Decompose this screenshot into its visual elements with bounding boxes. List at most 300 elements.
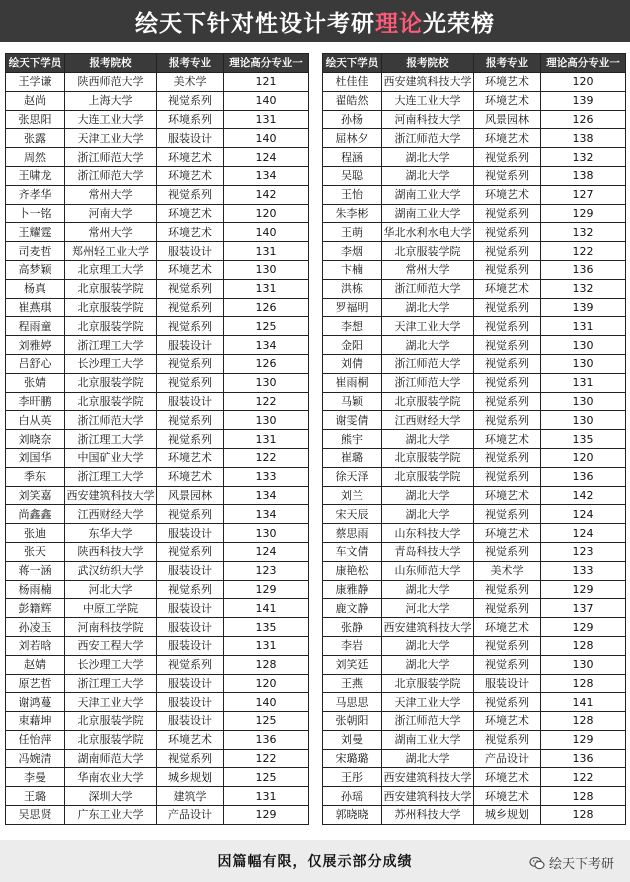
table-row: [6, 73, 309, 92]
table-row: [6, 279, 309, 298]
table-row: [6, 166, 309, 185]
table-row: [6, 411, 309, 430]
table-row: [323, 298, 626, 317]
school-cell: 西安建筑科技大学: [382, 73, 474, 92]
major-cell: 视觉系列: [474, 148, 541, 167]
table-row: [6, 674, 309, 693]
score-cell: 123: [541, 542, 626, 561]
score-cell: 140: [224, 223, 309, 242]
student-name-cell: 刘曼: [323, 730, 382, 749]
student-name-cell: 王学谦: [6, 73, 65, 92]
score-cell: 136: [541, 749, 626, 768]
score-cell: 120: [224, 674, 309, 693]
table-row: [6, 448, 309, 467]
student-name-cell: 任怡萍: [6, 730, 65, 749]
school-cell: 北京服装学院: [65, 730, 157, 749]
student-name-cell: 罗福明: [323, 298, 382, 317]
table-row: [323, 448, 626, 467]
table-row: [6, 392, 309, 411]
major-cell: 环境艺术: [157, 204, 224, 223]
student-name-cell: 张静: [323, 618, 382, 637]
school-cell: 中原工学院: [65, 599, 157, 618]
school-cell: 浙江理工大学: [65, 430, 157, 449]
school-cell: 郑州轻工业大学: [65, 242, 157, 261]
table-row: [323, 260, 626, 279]
major-cell: 服装设计: [157, 392, 224, 411]
student-name-cell: 卜一铭: [6, 204, 65, 223]
table-row: [6, 693, 309, 712]
table-header-row: [6, 54, 309, 73]
school-cell: 北京服装学院: [382, 674, 474, 693]
school-cell: 大连工业大学: [382, 91, 474, 110]
student-name-cell: 李岩: [323, 636, 382, 655]
school-cell: 天津工业大学: [382, 317, 474, 336]
col-header-student: 绘天下学员: [323, 54, 382, 73]
table-row: [6, 561, 309, 580]
major-cell: 服装设计: [157, 693, 224, 712]
table-row: [323, 354, 626, 373]
student-name-cell: 王耀霆: [6, 223, 65, 242]
score-cell: 128: [541, 806, 626, 825]
student-name-cell: 吕舒心: [6, 354, 65, 373]
student-name-cell: 季东: [6, 467, 65, 486]
school-cell: 东华大学: [65, 524, 157, 543]
major-cell: 风景园林: [157, 486, 224, 505]
score-cell: 124: [541, 505, 626, 524]
table-row: [6, 298, 309, 317]
score-cell: 120: [541, 73, 626, 92]
table-row: [6, 618, 309, 637]
score-cell: 142: [224, 185, 309, 204]
table-row: [6, 354, 309, 373]
major-cell: 视觉系列: [474, 373, 541, 392]
table-row: [6, 580, 309, 599]
score-cell: 124: [224, 148, 309, 167]
table-row: [6, 336, 309, 355]
school-cell: 北京服装学院: [382, 242, 474, 261]
table-row: [6, 110, 309, 129]
student-name-cell: 康艳松: [323, 561, 382, 580]
score-cell: 134: [224, 486, 309, 505]
major-cell: 视觉系列: [474, 599, 541, 618]
school-cell: 北京服装学院: [65, 392, 157, 411]
score-cell: 128: [541, 712, 626, 731]
school-cell: 湖北大学: [382, 148, 474, 167]
score-cell: 141: [541, 693, 626, 712]
major-cell: 产品设计: [474, 749, 541, 768]
score-cell: 122: [224, 749, 309, 768]
school-cell: 长沙理工大学: [65, 655, 157, 674]
major-cell: 视觉系列: [474, 260, 541, 279]
table-row: [323, 636, 626, 655]
student-name-cell: 洪栋: [323, 279, 382, 298]
student-name-cell: 齐孝华: [6, 185, 65, 204]
school-cell: 湖北大学: [382, 166, 474, 185]
school-cell: 湖南工业大学: [382, 204, 474, 223]
student-name-cell: 孙瑶: [323, 787, 382, 806]
watermark: [529, 853, 614, 872]
major-cell: 环境系列: [157, 110, 224, 129]
right-results-table: [322, 53, 626, 825]
student-name-cell: 宋璐璐: [323, 749, 382, 768]
student-name-cell: 高梦颖: [6, 260, 65, 279]
score-cell: 125: [224, 317, 309, 336]
student-name-cell: 束藉坤: [6, 712, 65, 731]
school-cell: 湖北大学: [382, 336, 474, 355]
page-header: [0, 0, 630, 42]
school-cell: 河北大学: [382, 599, 474, 618]
table-row: [6, 486, 309, 505]
title-prefix: 绘天下针对性设计考研: [135, 10, 375, 37]
school-cell: 北京服装学院: [382, 392, 474, 411]
student-name-cell: 王萌: [323, 223, 382, 242]
col-header-student: 绘天下学员: [6, 54, 65, 73]
table-row: [323, 486, 626, 505]
student-name-cell: 张天: [6, 542, 65, 561]
major-cell: 服装设计: [157, 599, 224, 618]
major-cell: 环境艺术: [157, 223, 224, 242]
major-cell: 视觉系列: [157, 354, 224, 373]
school-cell: 北京服装学院: [65, 298, 157, 317]
table-row: [323, 730, 626, 749]
table-row: [323, 618, 626, 637]
table-row: [323, 148, 626, 167]
major-cell: 视觉系列: [474, 636, 541, 655]
major-cell: 视觉系列: [474, 730, 541, 749]
student-name-cell: 孙凌玉: [6, 618, 65, 637]
student-name-cell: 吴思贤: [6, 806, 65, 825]
score-cell: 129: [541, 580, 626, 599]
table-row: [323, 91, 626, 110]
student-name-cell: 徐天泽: [323, 467, 382, 486]
school-cell: 天津工业大学: [65, 693, 157, 712]
score-cell: 142: [541, 486, 626, 505]
table-row: [323, 317, 626, 336]
table-row: [323, 185, 626, 204]
table-row: [6, 185, 309, 204]
student-name-cell: 司麦哲: [6, 242, 65, 261]
major-cell: 服装设计: [157, 618, 224, 637]
score-cell: 134: [224, 336, 309, 355]
student-name-cell: 蔡思雨: [323, 524, 382, 543]
table-row: [323, 166, 626, 185]
score-cell: 132: [541, 148, 626, 167]
school-cell: 山东科技大学: [382, 524, 474, 543]
score-cell: 130: [224, 524, 309, 543]
student-name-cell: 张迪: [6, 524, 65, 543]
score-cell: 128: [541, 636, 626, 655]
table-row: [323, 73, 626, 92]
school-cell: 湖北大学: [382, 580, 474, 599]
school-cell: 深圳大学: [65, 787, 157, 806]
table-row: [323, 279, 626, 298]
school-cell: 河南科技大学: [382, 110, 474, 129]
left-table-body: [6, 73, 309, 825]
major-cell: 视觉系列: [157, 185, 224, 204]
major-cell: 视觉系列: [474, 336, 541, 355]
major-cell: 环境艺术: [157, 448, 224, 467]
school-cell: 西安工程大学: [65, 636, 157, 655]
school-cell: 长沙理工大学: [65, 354, 157, 373]
school-cell: 湖北大学: [382, 298, 474, 317]
col-header-major: 报考专业: [474, 54, 541, 73]
score-cell: 127: [541, 185, 626, 204]
score-cell: 136: [541, 467, 626, 486]
student-name-cell: 康雅静: [323, 580, 382, 599]
table-row: [6, 524, 309, 543]
major-cell: 环境艺术: [157, 260, 224, 279]
major-cell: 环境艺术: [474, 279, 541, 298]
student-name-cell: 马颖: [323, 392, 382, 411]
school-cell: 天津工业大学: [65, 129, 157, 148]
student-name-cell: 车文倩: [323, 542, 382, 561]
school-cell: 江西财经大学: [65, 505, 157, 524]
score-cell: 136: [224, 730, 309, 749]
student-name-cell: 金阳: [323, 336, 382, 355]
major-cell: 环境艺术: [474, 618, 541, 637]
table-row: [323, 768, 626, 787]
table-row: [6, 467, 309, 486]
school-cell: 北京服装学院: [382, 467, 474, 486]
major-cell: 服装设计: [157, 674, 224, 693]
major-cell: 服装设计: [474, 674, 541, 693]
school-cell: 山东师范大学: [382, 561, 474, 580]
score-cell: 131: [224, 636, 309, 655]
school-cell: 湖北大学: [382, 655, 474, 674]
score-cell: 120: [224, 204, 309, 223]
score-cell: 139: [541, 91, 626, 110]
score-cell: 130: [224, 260, 309, 279]
major-cell: 视觉系列: [157, 317, 224, 336]
major-cell: 城乡规划: [474, 806, 541, 825]
major-cell: 环境艺术: [474, 712, 541, 731]
student-name-cell: 杨真: [6, 279, 65, 298]
student-name-cell: 吴聪: [323, 166, 382, 185]
major-cell: 视觉系列: [474, 655, 541, 674]
student-name-cell: 宋天辰: [323, 505, 382, 524]
student-name-cell: 程雨童: [6, 317, 65, 336]
major-cell: 环境艺术: [157, 730, 224, 749]
major-cell: 服装设计: [157, 242, 224, 261]
page-title: [135, 5, 495, 38]
score-cell: 122: [541, 242, 626, 261]
score-cell: 140: [224, 129, 309, 148]
major-cell: 风景园林: [474, 110, 541, 129]
right-table-body: [323, 73, 626, 825]
major-cell: 服装设计: [157, 129, 224, 148]
student-name-cell: 王燕: [323, 674, 382, 693]
school-cell: 陕西师范大学: [65, 73, 157, 92]
school-cell: 西安建筑科技大学: [382, 787, 474, 806]
score-cell: 128: [224, 655, 309, 674]
table-row: [6, 430, 309, 449]
student-name-cell: 谢鸿蔓: [6, 693, 65, 712]
wechat-icon: [529, 855, 545, 871]
student-name-cell: 张思阳: [6, 110, 65, 129]
major-cell: 视觉系列: [157, 373, 224, 392]
student-name-cell: 赵婧: [6, 655, 65, 674]
score-cell: 130: [541, 354, 626, 373]
school-cell: 浙江师范大学: [65, 166, 157, 185]
major-cell: 视觉系列: [474, 392, 541, 411]
major-cell: 环境艺术: [474, 185, 541, 204]
col-header-school: 报考院校: [382, 54, 474, 73]
student-name-cell: 张婧: [6, 373, 65, 392]
table-row: [323, 524, 626, 543]
school-cell: 浙江理工大学: [65, 467, 157, 486]
table-row: [6, 787, 309, 806]
col-header-school: 报考院校: [65, 54, 157, 73]
results-tables: [5, 53, 625, 833]
major-cell: 视觉系列: [474, 505, 541, 524]
school-cell: 青岛科技大学: [382, 542, 474, 561]
major-cell: 环境艺术: [474, 129, 541, 148]
score-cell: 139: [541, 298, 626, 317]
table-row: [6, 806, 309, 825]
table-row: [6, 373, 309, 392]
school-cell: 湖南工业大学: [382, 730, 474, 749]
school-cell: 湖北大学: [382, 505, 474, 524]
table-row: [323, 204, 626, 223]
school-cell: 北京服装学院: [65, 317, 157, 336]
score-cell: 129: [224, 806, 309, 825]
school-cell: 西安建筑科技大学: [382, 618, 474, 637]
major-cell: 视觉系列: [474, 580, 541, 599]
student-name-cell: 白从英: [6, 411, 65, 430]
school-cell: 湖北大学: [382, 486, 474, 505]
score-cell: 122: [224, 448, 309, 467]
major-cell: 服装设计: [157, 336, 224, 355]
score-cell: 125: [224, 712, 309, 731]
student-name-cell: 朱李彬: [323, 204, 382, 223]
score-cell: 130: [224, 411, 309, 430]
score-cell: 135: [224, 618, 309, 637]
score-cell: 130: [541, 336, 626, 355]
score-cell: 131: [224, 430, 309, 449]
score-cell: 140: [224, 91, 309, 110]
student-name-cell: 杜佳佳: [323, 73, 382, 92]
student-name-cell: 李曼: [6, 768, 65, 787]
table-row: [6, 317, 309, 336]
major-cell: 美术学: [474, 561, 541, 580]
table-row: [323, 599, 626, 618]
score-cell: 124: [541, 524, 626, 543]
student-name-cell: 蒋一涵: [6, 561, 65, 580]
student-name-cell: 张露: [6, 129, 65, 148]
school-cell: 武汉纺织大学: [65, 561, 157, 580]
table-row: [6, 148, 309, 167]
major-cell: 服装设计: [157, 561, 224, 580]
major-cell: 建筑学: [157, 787, 224, 806]
major-cell: 服装设计: [157, 636, 224, 655]
score-cell: 122: [224, 392, 309, 411]
school-cell: 浙江师范大学: [382, 129, 474, 148]
table-row: [6, 768, 309, 787]
table-row: [323, 392, 626, 411]
school-cell: 北京理工大学: [65, 260, 157, 279]
student-name-cell: 杨雨楠: [6, 580, 65, 599]
school-cell: 大连工业大学: [65, 110, 157, 129]
school-cell: 北京服装学院: [65, 279, 157, 298]
major-cell: 视觉系列: [157, 279, 224, 298]
table-row: [323, 110, 626, 129]
score-cell: 131: [541, 317, 626, 336]
student-name-cell: 李烟: [323, 242, 382, 261]
student-name-cell: 鹿文静: [323, 599, 382, 618]
major-cell: 环境艺术: [157, 148, 224, 167]
score-cell: 133: [541, 561, 626, 580]
score-cell: 140: [224, 693, 309, 712]
student-name-cell: 王啸龙: [6, 166, 65, 185]
major-cell: 视觉系列: [474, 448, 541, 467]
score-cell: 129: [541, 204, 626, 223]
table-row: [6, 204, 309, 223]
school-cell: 河北大学: [65, 580, 157, 599]
table-row: [323, 749, 626, 768]
score-cell: 130: [224, 373, 309, 392]
student-name-cell: 翟皓然: [323, 91, 382, 110]
student-name-cell: 刘晓奈: [6, 430, 65, 449]
school-cell: 西安建筑科技大学: [65, 486, 157, 505]
table-row: [6, 242, 309, 261]
major-cell: 环境艺术: [474, 73, 541, 92]
major-cell: 视觉系列: [157, 580, 224, 599]
table-row: [6, 505, 309, 524]
score-cell: 120: [541, 448, 626, 467]
score-cell: 141: [224, 599, 309, 618]
table-row: [6, 655, 309, 674]
student-name-cell: 王璐: [6, 787, 65, 806]
major-cell: 视觉系列: [474, 242, 541, 261]
footer-note: 因篇幅有限，仅展示部分成绩: [217, 854, 413, 870]
student-name-cell: 孙杨: [323, 110, 382, 129]
score-cell: 126: [541, 110, 626, 129]
score-cell: 132: [541, 223, 626, 242]
score-cell: 133: [224, 467, 309, 486]
school-cell: 浙江理工大学: [65, 674, 157, 693]
table-row: [323, 336, 626, 355]
student-name-cell: 彭籍辉: [6, 599, 65, 618]
student-name-cell: 刘兰: [323, 486, 382, 505]
school-cell: 浙江师范大学: [382, 712, 474, 731]
school-cell: 湖北大学: [382, 430, 474, 449]
table-row: [323, 655, 626, 674]
score-cell: 135: [541, 430, 626, 449]
score-cell: 129: [541, 730, 626, 749]
student-name-cell: 刘倩: [323, 354, 382, 373]
table-row: [323, 373, 626, 392]
student-name-cell: 李旰鹏: [6, 392, 65, 411]
student-name-cell: 原艺哲: [6, 674, 65, 693]
table-row: [323, 693, 626, 712]
school-cell: 湖南工业大学: [382, 185, 474, 204]
table-row: [323, 580, 626, 599]
table-row: [6, 542, 309, 561]
score-cell: 131: [224, 242, 309, 261]
student-name-cell: 尚鑫鑫: [6, 505, 65, 524]
major-cell: 美术学: [157, 73, 224, 92]
table-row: [323, 430, 626, 449]
table-row: [323, 712, 626, 731]
score-cell: 132: [541, 279, 626, 298]
student-name-cell: 崔雨桐: [323, 373, 382, 392]
major-cell: 环境艺术: [157, 467, 224, 486]
score-cell: 138: [541, 129, 626, 148]
student-name-cell: 崔璐: [323, 448, 382, 467]
table-row: [323, 505, 626, 524]
student-name-cell: 刘若晗: [6, 636, 65, 655]
major-cell: 视觉系列: [157, 505, 224, 524]
